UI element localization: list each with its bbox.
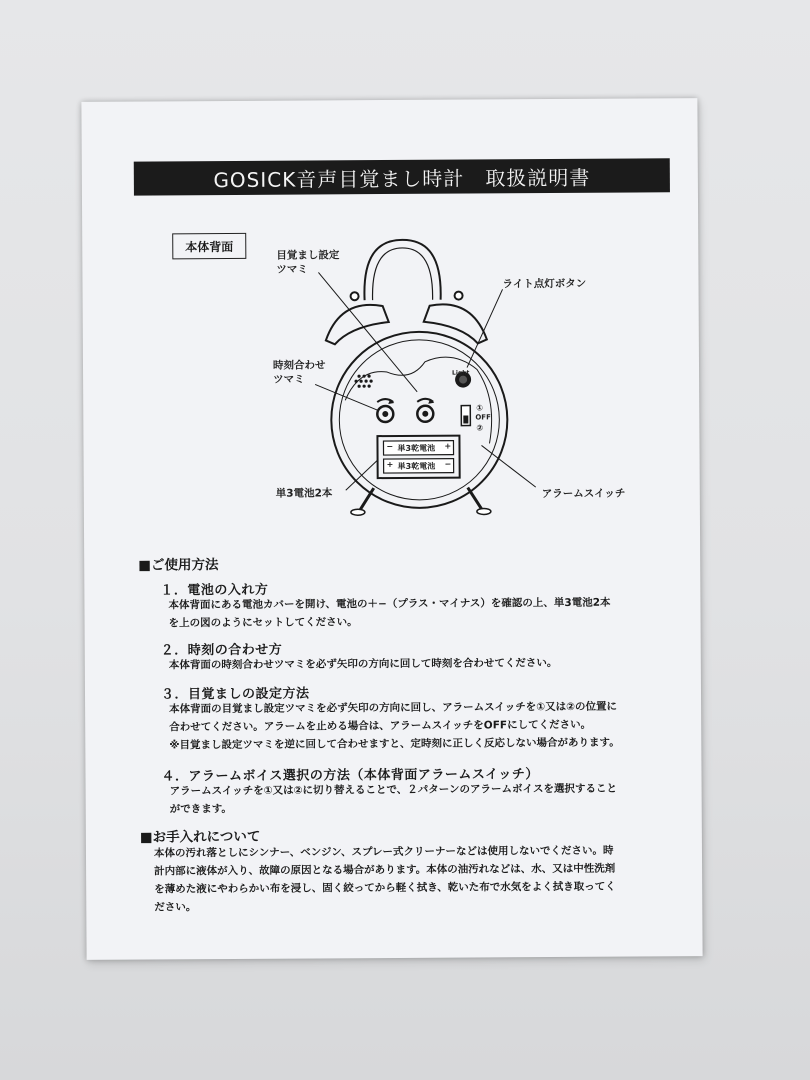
usage-heading: ■ご使用方法 xyxy=(138,557,219,574)
step-1-line-2: を上の図のようにセットしてください。 xyxy=(168,616,358,630)
care-heading: ■お手入れについて xyxy=(139,828,261,846)
diagram-section-label: 本体背面 xyxy=(172,233,246,259)
step-2-line-1: 本体背面の時刻合わせツマミを必ず矢印の方向に回して時刻を合わせてください。 xyxy=(168,656,558,672)
label-alarm-knob-1: 目覚まし設定 xyxy=(276,249,340,262)
battery1-plus: + xyxy=(444,441,452,451)
label-alarm-knob-2: ツマミ xyxy=(276,263,308,276)
time-knob xyxy=(377,399,394,422)
label-alarm-switch: アラームスイッチ xyxy=(541,487,626,501)
battery2-plus: + xyxy=(386,459,394,470)
right-bell xyxy=(424,304,487,344)
battery1-minus: − xyxy=(386,441,394,452)
step-4-line-2: ができます。 xyxy=(169,802,232,816)
speaker-grill xyxy=(354,375,372,388)
step-3-line-3: ※目覚まし設定ツマミを逆に回して合わせますと、定時刻に正しく反応しない場合があります。 xyxy=(169,736,620,752)
step-3-line-2: 合わせてください。アラームを止める場合は、アラームスイッチをOFFにしてください。 xyxy=(169,718,592,734)
step-2-title: ２．時刻の合わせ方 xyxy=(160,642,283,659)
care-line-1: 本体の汚れ落としにシンナー、ベンジン、スプレー式クリーナーなどは使用しないでください。時 xyxy=(153,844,614,860)
clock-back-diagram xyxy=(81,98,700,542)
step-3-title: ３．目覚ましの設定方法 xyxy=(160,686,310,703)
label-time-knob-2: ツマミ xyxy=(273,373,305,386)
light-text: Light xyxy=(452,369,470,377)
instruction-sheet xyxy=(81,98,702,960)
care-line-4: ださい。 xyxy=(154,901,197,914)
label-batteries: 単3電池2本 xyxy=(275,487,333,500)
leader-alarm-switch xyxy=(481,445,535,487)
step-3-line-1: 本体背面の目覚まし設定ツマミを必ず矢印の方向に回し、アラームスイッチを①又は②の位置に xyxy=(169,700,617,716)
leader-light-button xyxy=(467,289,503,367)
label-light-button: ライト点灯ボタン xyxy=(502,277,587,291)
left-bell xyxy=(326,305,389,345)
battery2-label: 単3乾電池 xyxy=(397,461,436,471)
label-time-knob-1: 時刻合わせ xyxy=(272,359,326,372)
battery1-label: 単3乾電池 xyxy=(397,443,436,453)
battery2-minus: − xyxy=(444,459,452,469)
step-1-title: １．電池の入れ方 xyxy=(160,582,269,599)
step-4-line-1: アラームスイッチを①又は②に切り替えることで、２パターンのアラームボイスを選択すること xyxy=(169,782,617,798)
switch-mark-1: ① xyxy=(476,403,484,413)
switch-mark-2: ② xyxy=(476,423,484,433)
step-4-title: ４．アラームボイス選択の方法（本体背面アラームスイッチ） xyxy=(161,767,539,785)
document-title: GOSICK音声目覚まし時計 取扱説明書 xyxy=(134,158,670,195)
step-1-line-1: 本体背面にある電池カバーを開け、電池の＋−（プラス・マイナス）を確認の上、単3電池2本 xyxy=(168,596,611,612)
switch-mark-off: OFF xyxy=(475,413,491,422)
care-line-3: を薄めた液にやわらかい布を浸し、固く絞ってから軽く拭き、乾いた布で水気をよく拭き取ってく xyxy=(154,880,616,896)
alarm-knob xyxy=(417,399,434,422)
care-line-2: 計内部に液体が入り、故障の原因となる場合があります。本体の油汚れなどは、水、又は中性洗剤 xyxy=(154,862,616,878)
